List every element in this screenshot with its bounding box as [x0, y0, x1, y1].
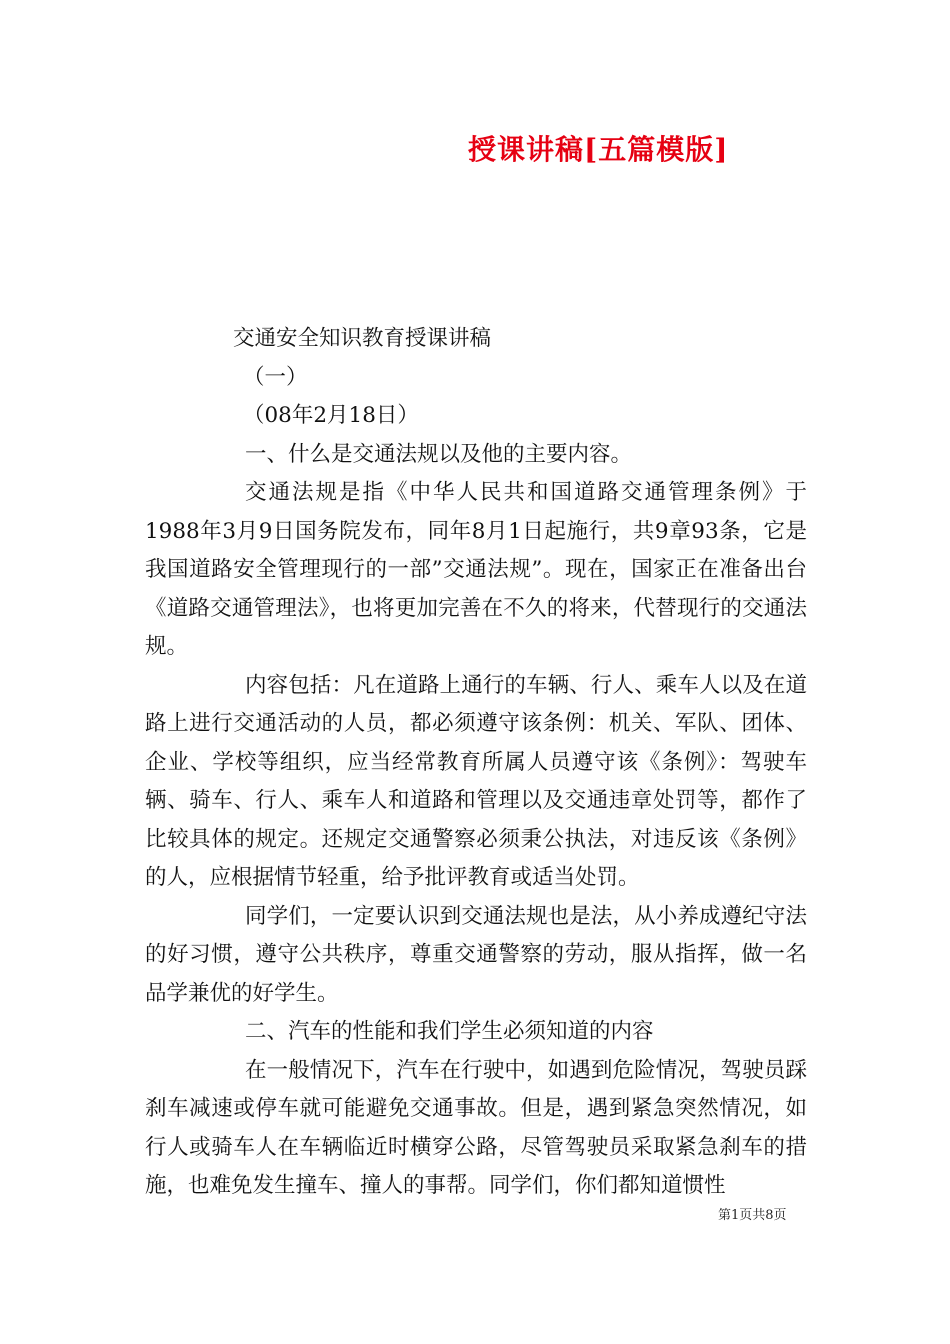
paragraph-4: 在一般情况下，汽车在行驶中，如遇到危险情况，驾驶员踩刹车减速或停车就可能避免交通事故。但是，遇到紧急突然情况，如行人或骑车人在车辆临近时横穿公路，尽管驾驶员采取紧急刹车的措施，也难免发生撞车、撞人的事帮。同学们，你们都知道惯性 — [145, 1057, 807, 1198]
paragraph-2: 内容包括：凡在道路上通行的车辆、行人、乘车人以及在道路上进行交通活动的人员，都必须遵守该条例：机关、军队、团体、企业、学校等组织，应当经常教育所属人员遵守该《条例》：驾驶车辆、骑车、行人、乘车人和道路和管理以及交通违章处罚等，都作了比较具体的规定。还规定交通警察必须秉公执法，对违反该《条例》的人，应根据情节轻重，给予批评教育或适当处罚。 — [145, 672, 807, 890]
lecture-date: （08年2月18日） — [243, 403, 419, 428]
section-heading-1: 一、什么是交通法规以及他的主要内容。 — [245, 441, 633, 467]
lecture-subtitle: 交通安全知识教育授课讲稿 — [233, 326, 492, 351]
document-title: 授课讲稿[五篇模版] — [468, 133, 729, 166]
paragraph-1: 交通法规是指《中华人民共和国道路交通管理条例》于1988年3月9日国务院发布，同年8月1日起施行，共9章93条，它是我国道路安全管理现行的一部”交通法规”。现在，国家正在准备出台《道路交通管理法》，也将更加完善在不久的将来，代替现行的交通法规。 — [145, 480, 807, 659]
document-body — [145, 320, 807, 1206]
paragraph-3: 同学们，一定要认识到交通法规也是法，从小养成遵纪守法的好习惯，遵守公共秩序，尊重交通警察的劳动，服从指挥，做一名品学兼优的好学生。 — [145, 903, 807, 1006]
section-heading-2: 二、汽车的性能和我们学生必须知道的内容 — [245, 1019, 654, 1044]
section-number: （一） — [243, 364, 308, 390]
page-number: 第1页共8页 — [718, 1208, 787, 1223]
